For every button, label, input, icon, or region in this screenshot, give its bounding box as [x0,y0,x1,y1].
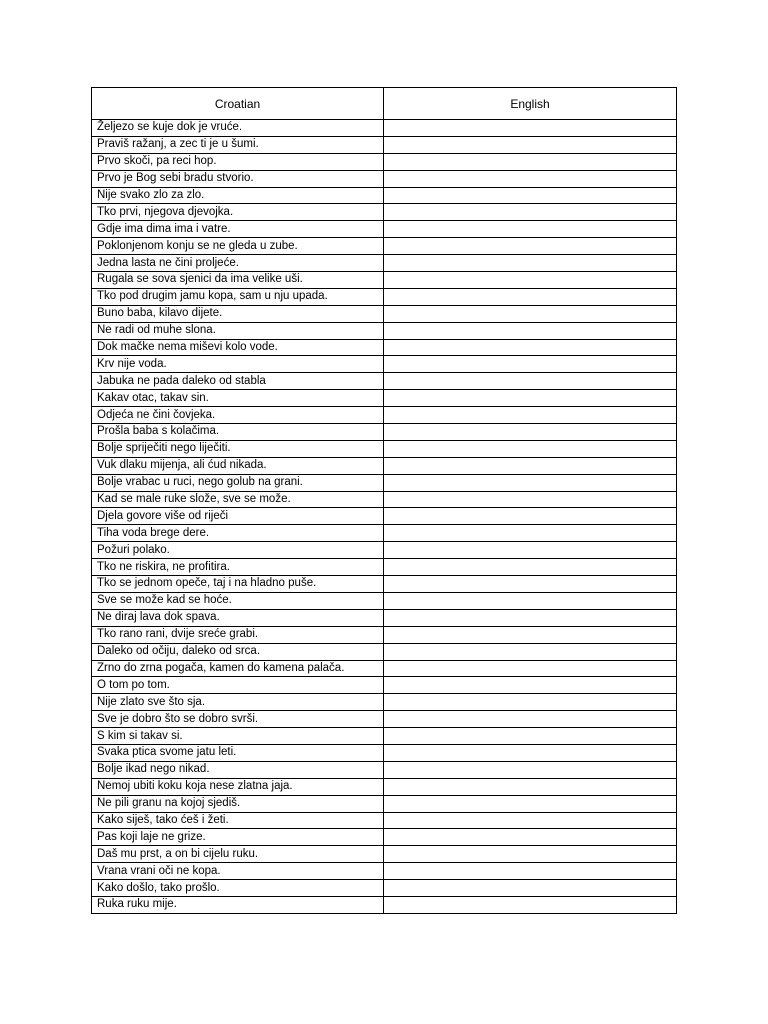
croatian-cell: Prvo je Bog sebi bradu stvorio. [92,170,384,187]
proverbs-table [91,87,677,914]
croatian-cell: Rugala se sova sjenici da ima velike uši. [92,272,384,289]
croatian-cell: Tko rano rani, dvije sreće grabi. [92,626,384,643]
table-row [92,390,677,407]
croatian-cell: Bolje spriječiti nego liječiti. [92,440,384,457]
table-row [92,187,677,204]
english-cell [384,170,677,187]
english-cell [384,863,677,880]
croatian-cell: Ruka ruku mije. [92,896,384,913]
croatian-cell: Prvo skoči, pa reci hop. [92,153,384,170]
english-cell [384,508,677,525]
table-row [92,305,677,322]
table-row [92,440,677,457]
table-row [92,609,677,626]
table-row [92,136,677,153]
croatian-cell: Sve je dobro što se dobro svrši. [92,711,384,728]
table-row [92,255,677,272]
english-cell [384,576,677,593]
english-cell [384,373,677,390]
table-row [92,711,677,728]
english-cell [384,187,677,204]
table-row [92,356,677,373]
table-row [92,120,677,137]
table-row [92,846,677,863]
croatian-cell: Ne diraj lava dok spava. [92,609,384,626]
table-row [92,153,677,170]
table-row [92,339,677,356]
english-cell [384,424,677,441]
english-cell [384,356,677,373]
table-row [92,761,677,778]
table-row [92,204,677,221]
table-row [92,880,677,897]
table-row [92,559,677,576]
english-cell [384,305,677,322]
english-cell [384,272,677,289]
english-cell [384,542,677,559]
english-cell [384,880,677,897]
croatian-cell: Tko se jednom opeče, taj i na hladno puše. [92,576,384,593]
english-cell [384,677,677,694]
croatian-cell: Jabuka ne pada daleko od stabla [92,373,384,390]
english-cell [384,728,677,745]
table-row [92,660,677,677]
croatian-cell: Bolje ikad nego nikad. [92,761,384,778]
table-row [92,694,677,711]
croatian-cell: Gdje ima dima ima i vatre. [92,221,384,238]
english-cell [384,153,677,170]
croatian-cell: Tko pod drugim jamu kopa, sam u nju upada. [92,288,384,305]
english-cell [384,694,677,711]
english-cell [384,238,677,255]
table-row [92,221,677,238]
table-row [92,812,677,829]
table-row [92,272,677,289]
table-row [92,626,677,643]
table-row [92,728,677,745]
croatian-cell: Svaka ptica svome jatu leti. [92,744,384,761]
header-croatian: Croatian [92,88,384,120]
croatian-cell: Kako siješ, tako ćeš i žeti. [92,812,384,829]
table-row [92,795,677,812]
croatian-cell: Nije svako zlo za zlo. [92,187,384,204]
croatian-cell: Požuri polako. [92,542,384,559]
croatian-cell: Pas koji laje ne grize. [92,829,384,846]
table-row [92,508,677,525]
english-cell [384,711,677,728]
croatian-cell: Ne pili granu na kojoj sjediš. [92,795,384,812]
croatian-cell: Dok mačke nema miševi kolo vode. [92,339,384,356]
croatian-cell: O tom po tom. [92,677,384,694]
croatian-cell: Praviš ražanj, a zec ti je u šumi. [92,136,384,153]
english-cell [384,660,677,677]
english-cell [384,440,677,457]
croatian-cell: Odjeća ne čini čovjeka. [92,407,384,424]
header-row [92,88,677,120]
table-row [92,407,677,424]
english-cell [384,609,677,626]
croatian-cell: Daš mu prst, a on bi cijelu ruku. [92,846,384,863]
english-cell [384,626,677,643]
header-english: English [384,88,677,120]
english-cell [384,643,677,660]
croatian-cell: Kakav otac, takav sin. [92,390,384,407]
table-row [92,542,677,559]
croatian-cell: Kad se male ruke slože, sve se može. [92,491,384,508]
table-row [92,288,677,305]
english-cell [384,525,677,542]
english-cell [384,221,677,238]
croatian-cell: Tko prvi, njegova djevojka. [92,204,384,221]
croatian-cell: Nemoj ubiti koku koja nese zlatna jaja. [92,778,384,795]
croatian-cell: Buno baba, kilavo dijete. [92,305,384,322]
croatian-cell: Tko ne riskira, ne profitira. [92,559,384,576]
table-row [92,744,677,761]
english-cell [384,812,677,829]
table-row [92,829,677,846]
croatian-cell: Krv nije voda. [92,356,384,373]
croatian-cell: Bolje vrabac u ruci, nego golub na grani. [92,474,384,491]
croatian-cell: Daleko od očiju, daleko od srca. [92,643,384,660]
english-cell [384,744,677,761]
english-cell [384,457,677,474]
croatian-cell: Nije zlato sve što sja. [92,694,384,711]
croatian-cell: Ne radi od muhe slona. [92,322,384,339]
croatian-cell: Djela govore više od riječi [92,508,384,525]
table-row [92,643,677,660]
english-cell [384,592,677,609]
english-cell [384,829,677,846]
table-row [92,778,677,795]
croatian-cell: Jedna lasta ne čini proljeće. [92,255,384,272]
english-cell [384,474,677,491]
croatian-cell: Sve se može kad se hoće. [92,592,384,609]
table-row [92,457,677,474]
english-cell [384,559,677,576]
english-cell [384,795,677,812]
table-row [92,474,677,491]
table-row [92,592,677,609]
table-row [92,424,677,441]
croatian-cell: Prošla baba s kolačima. [92,424,384,441]
english-cell [384,288,677,305]
table-row [92,373,677,390]
croatian-cell: Zrno do zrna pogača, kamen do kamena palača. [92,660,384,677]
table-row [92,576,677,593]
table-row [92,322,677,339]
english-cell [384,204,677,221]
english-cell [384,322,677,339]
english-cell [384,846,677,863]
table-row [92,896,677,913]
english-cell [384,491,677,508]
croatian-cell: Poklonjenom konju se ne gleda u zube. [92,238,384,255]
english-cell [384,778,677,795]
table-row [92,863,677,880]
english-cell [384,339,677,356]
english-cell [384,120,677,137]
croatian-cell: Vuk dlaku mijenja, ali ćud nikada. [92,457,384,474]
croatian-cell: Željezo se kuje dok je vruće. [92,120,384,137]
croatian-cell: Kako došlo, tako prošlo. [92,880,384,897]
table-row [92,491,677,508]
table-row [92,525,677,542]
croatian-cell: S kim si takav si. [92,728,384,745]
croatian-cell: Vrana vrani oči ne kopa. [92,863,384,880]
english-cell [384,407,677,424]
english-cell [384,761,677,778]
table-row [92,238,677,255]
table-row [92,170,677,187]
english-cell [384,390,677,407]
table-body [92,120,677,914]
table-row [92,677,677,694]
croatian-cell: Tiha voda brege dere. [92,525,384,542]
english-cell [384,255,677,272]
english-cell [384,136,677,153]
english-cell [384,896,677,913]
